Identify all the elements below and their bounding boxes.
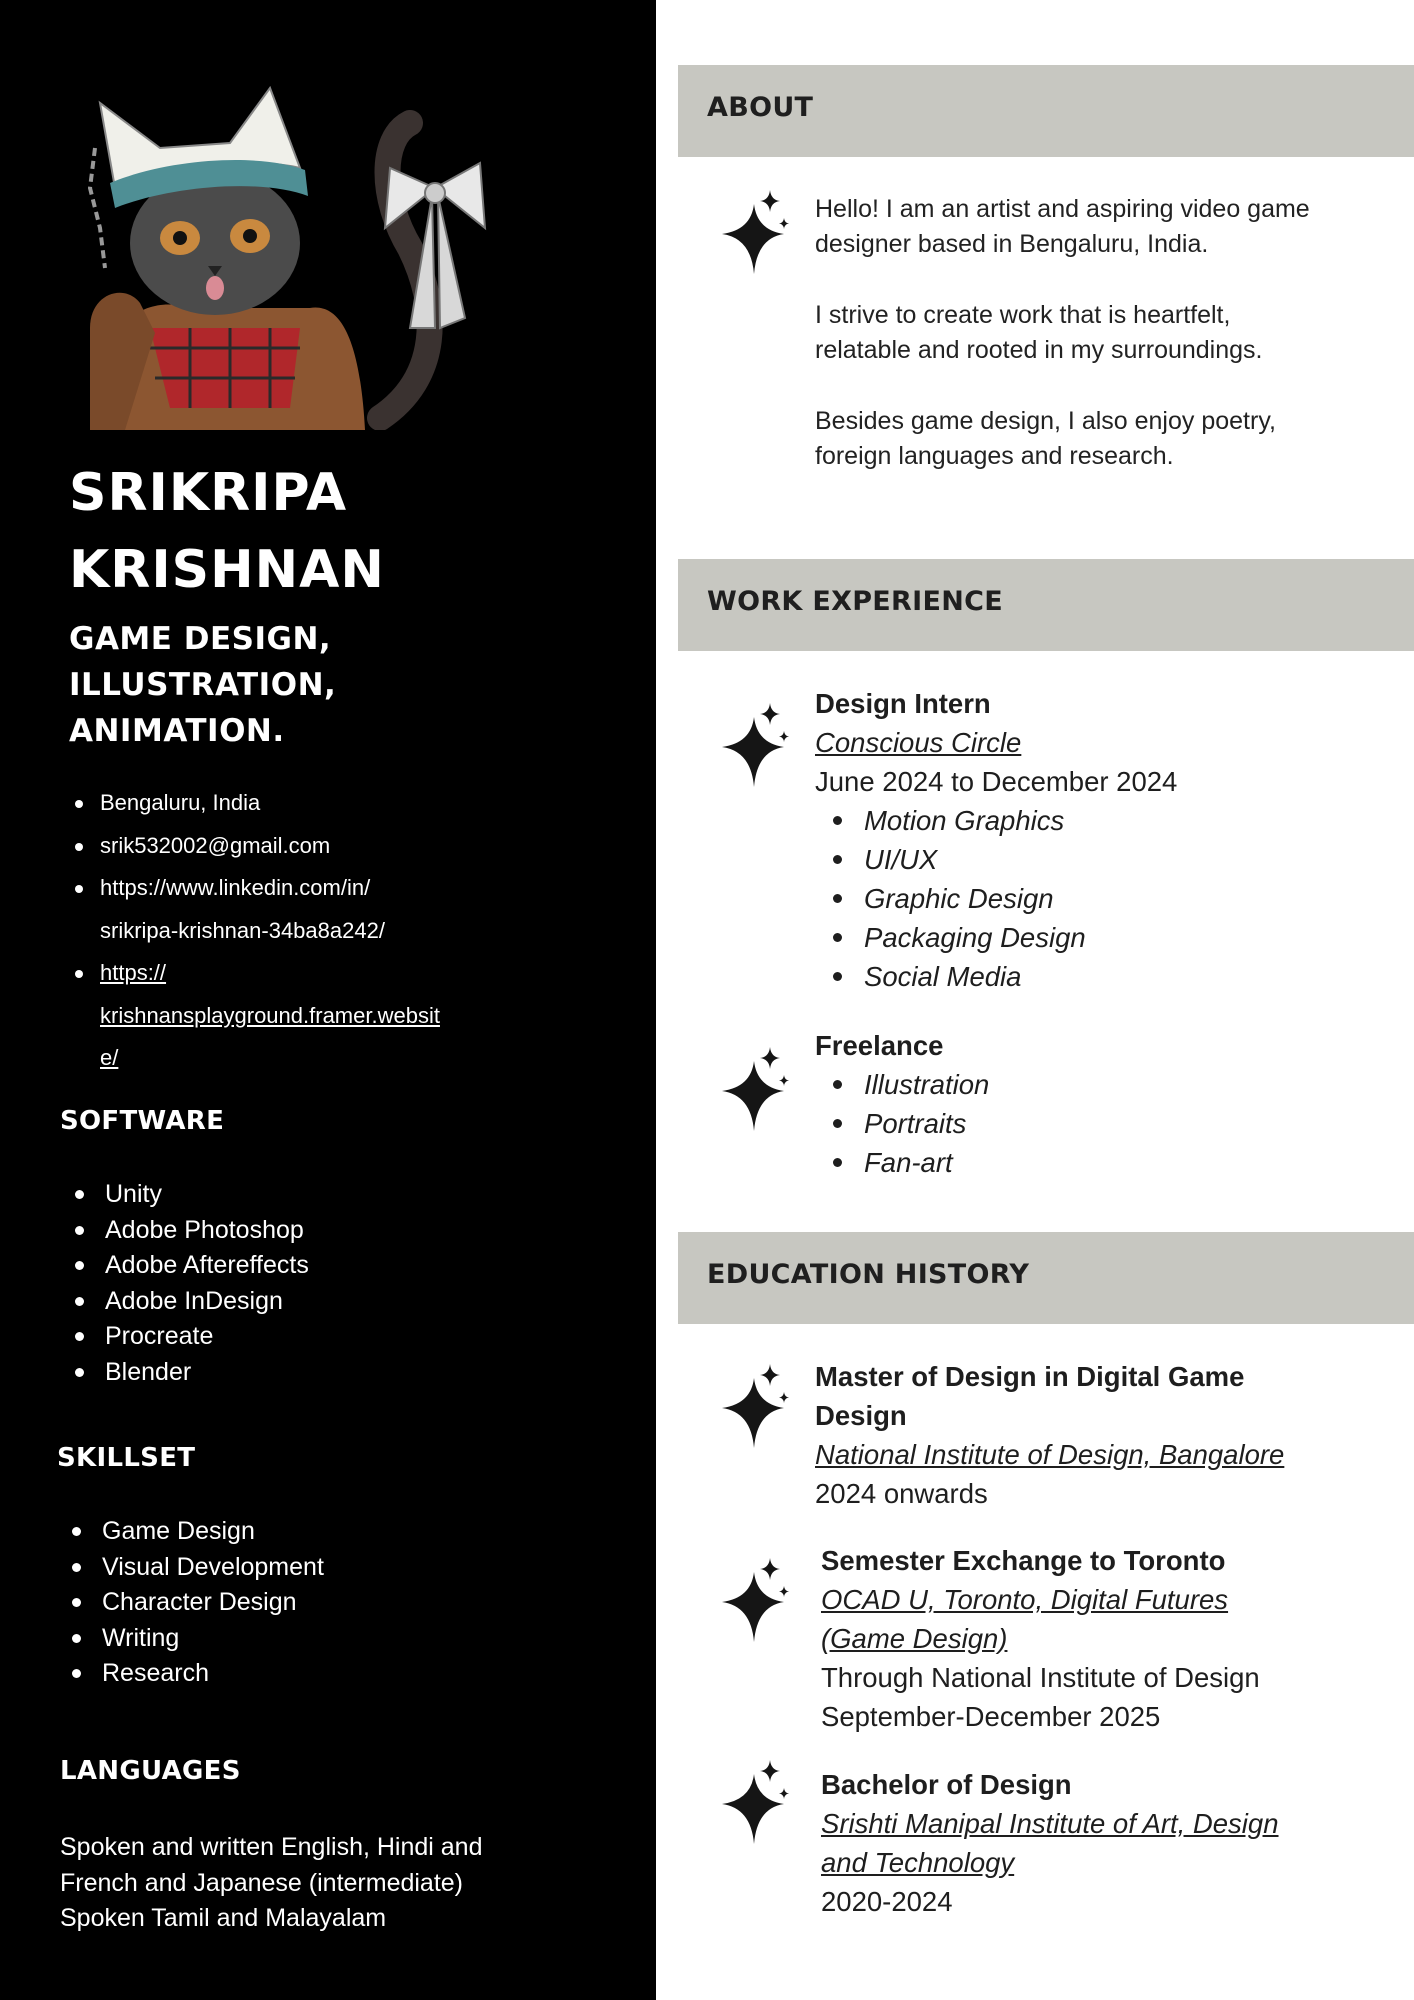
education-heading: EDUCATION HISTORY — [707, 1259, 1030, 1290]
duty-item: Fan-art — [864, 1143, 989, 1182]
about-line: foreign languages and research. — [815, 441, 1174, 470]
about-heading: ABOUT — [707, 92, 814, 123]
skill-item: Character Design — [102, 1585, 324, 1621]
education-entry — [815, 1357, 1284, 1513]
about-paragraph — [815, 192, 1375, 261]
institution — [821, 1580, 1260, 1658]
education-section-header — [678, 1232, 1414, 1324]
education-detail: September-December 2025 — [821, 1701, 1161, 1732]
skill-item: Game Design — [102, 1514, 324, 1550]
education-detail: Through National Institute of Design — [821, 1662, 1260, 1693]
tagline-line: ILLUSTRATION, — [69, 667, 337, 703]
software-list — [105, 1177, 309, 1391]
job-entry — [815, 1026, 989, 1182]
institution-line: Srishti Manipal Institute of Art, Design — [821, 1808, 1279, 1839]
skill-item: Visual Development — [102, 1550, 324, 1586]
language-line: French and Japanese (intermediate) — [60, 1868, 464, 1897]
institution — [821, 1804, 1279, 1882]
education-entry — [821, 1541, 1260, 1736]
duty-item: Graphic Design — [864, 879, 1177, 918]
contact-list — [100, 782, 480, 1080]
software-item: Adobe Photoshop — [105, 1213, 309, 1249]
work-section-header — [678, 559, 1414, 651]
about-line: relatable and rooted in my surroundings. — [815, 335, 1263, 364]
institution-line: OCAD U, Toronto, Digital Futures — [821, 1584, 1229, 1615]
profile-tagline — [69, 616, 336, 754]
website-url-part: e/ — [100, 1045, 119, 1070]
skill-item: Writing — [102, 1621, 324, 1657]
sparkle-icon — [714, 190, 794, 286]
education-detail: 2020-2024 — [821, 1886, 953, 1917]
language-line: Spoken Tamil and Malayalam — [60, 1904, 387, 1932]
skill-item: Research — [102, 1656, 324, 1692]
contact-website — [100, 952, 480, 1080]
work-heading: WORK EXPERIENCE — [707, 586, 1003, 617]
about-line: Hello! I am an artist and aspiring video game — [815, 195, 1310, 223]
degree-title: Semester Exchange to Toronto — [821, 1545, 1226, 1576]
left-sidebar — [0, 0, 656, 2000]
tagline-line: ANIMATION. — [69, 713, 285, 749]
skillset-list — [102, 1514, 324, 1692]
degree-title — [815, 1357, 1284, 1435]
job-title: Freelance — [815, 1030, 944, 1061]
institution-line: and Technology — [821, 1847, 1015, 1878]
sparkle-icon — [714, 1558, 794, 1654]
sparkle-icon — [714, 1047, 794, 1143]
duty-item: UI/UX — [864, 840, 1177, 879]
website-url-part: https:// — [100, 960, 167, 985]
software-item: Adobe Aftereffects — [105, 1248, 309, 1284]
language-line: Spoken and written English, Hindi and — [60, 1833, 483, 1861]
job-title: Design Intern — [815, 688, 991, 719]
education-entry — [821, 1765, 1279, 1921]
software-heading: SOFTWARE — [60, 1106, 225, 1136]
about-line: I strive to create work that is heartfelt, — [815, 301, 1231, 329]
website-link[interactable] — [100, 960, 440, 1070]
contact-email: srik532002@gmail.com — [100, 825, 480, 868]
linkedin-url-part: https://www.linkedin.com/in/ — [100, 875, 371, 900]
about-paragraph — [815, 298, 1375, 367]
software-item: Procreate — [105, 1319, 309, 1355]
job-dates: June 2024 to December 2024 — [815, 766, 1178, 797]
linkedin-url-part: srikripa-krishnan-34ba8a242/ — [100, 917, 385, 943]
degree-title: Bachelor of Design — [821, 1769, 1072, 1800]
institution-line: (Game Design) — [821, 1623, 1008, 1654]
education-detail: 2024 onwards — [815, 1478, 988, 1509]
duty-item: Packaging Design — [864, 918, 1177, 957]
tagline-line: GAME DESIGN, — [69, 621, 332, 657]
sparkle-icon — [714, 1760, 794, 1856]
about-section-header — [678, 65, 1414, 157]
first-name: SRIKRIPA — [69, 463, 348, 523]
degree-title-line: Master of Design in Digital Game — [815, 1361, 1245, 1392]
cat-portrait-illustration — [80, 78, 540, 430]
job-duties — [815, 801, 1177, 996]
contact-linkedin — [100, 867, 480, 952]
contact-location: Bengaluru, India — [100, 782, 480, 825]
languages-heading: LANGUAGES — [60, 1756, 241, 1786]
institution: National Institute of Design, Bangalore — [815, 1439, 1285, 1470]
duty-item: Illustration — [864, 1065, 989, 1104]
job-duties — [815, 1065, 989, 1182]
about-line: Besides game design, I also enjoy poetry, — [815, 407, 1276, 435]
about-line: designer based in Bengaluru, India. — [815, 229, 1209, 258]
about-paragraph — [815, 404, 1375, 473]
software-item: Blender — [105, 1355, 309, 1391]
duty-item: Portraits — [864, 1104, 989, 1143]
profile-name — [69, 455, 385, 609]
degree-title-line: Design — [815, 1400, 907, 1431]
sparkle-icon — [714, 703, 794, 799]
last-name: KRISHNAN — [69, 540, 385, 600]
job-entry — [815, 684, 1177, 996]
duty-item: Motion Graphics — [864, 801, 1177, 840]
software-item: Unity — [105, 1177, 309, 1213]
skillset-heading: SKILLSET — [57, 1443, 196, 1473]
job-organization: Conscious Circle — [815, 727, 1022, 758]
software-item: Adobe InDesign — [105, 1284, 309, 1320]
website-url-part: krishnansplayground.framer.websit — [100, 1002, 440, 1028]
about-text — [815, 192, 1375, 510]
languages-text — [60, 1830, 580, 1937]
sparkle-icon — [714, 1364, 794, 1460]
duty-item: Social Media — [864, 957, 1177, 996]
